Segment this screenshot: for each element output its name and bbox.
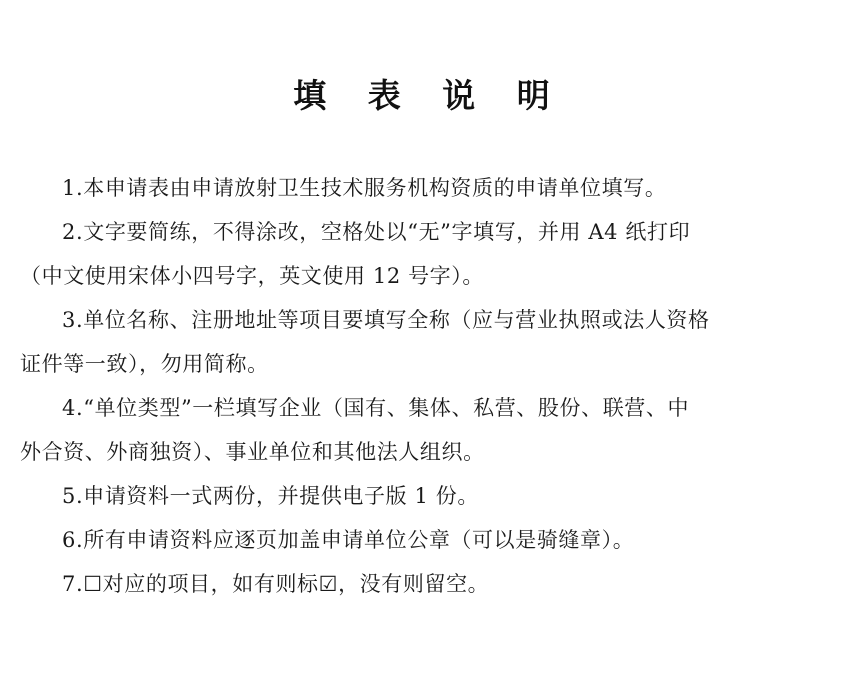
instruction-line: 3.单位名称、注册地址等项目要填写全称（应与营业执照或法人资格 [62,308,710,332]
instruction-item-5 [20,474,825,518]
page-title: 填 表 说 明 [293,76,565,115]
instruction-item-2 [20,210,825,298]
instruction-line: 2.文字要简练，不得涂改，空格处以“无”字填写，并用 A4 纸打印 [62,220,691,244]
instruction-line: 5.申请资料一式两份，并提供电子版 1 份。 [62,484,479,508]
instruction-item-4 [20,386,825,474]
instruction-line-continued: 外合资、外商独资）、事业单位和其他法人组织。 [20,440,485,464]
instruction-item-7 [20,562,825,606]
instruction-item-6 [20,518,825,562]
instruction-line: 7.☐对应的项目，如有则标☑，没有则留空。 [62,572,490,596]
instruction-item-3 [20,298,825,386]
instruction-line-continued: 证件等一致），勿用简称。 [20,352,269,376]
instruction-item-1 [20,166,825,210]
instruction-line-continued: （中文使用宋体小四号字，英文使用 12 号字）。 [20,264,484,288]
instruction-line: 4.“单位类型”一栏填写企业（国有、集体、私营、股份、联营、中 [62,396,690,420]
instruction-line: 1.本申请表由申请放射卫生技术服务机构资质的申请单位填写。 [62,176,667,200]
instructions-list [20,166,825,606]
instruction-line: 6.所有申请资料应逐页加盖申请单位公章（可以是骑缝章）。 [62,528,635,552]
